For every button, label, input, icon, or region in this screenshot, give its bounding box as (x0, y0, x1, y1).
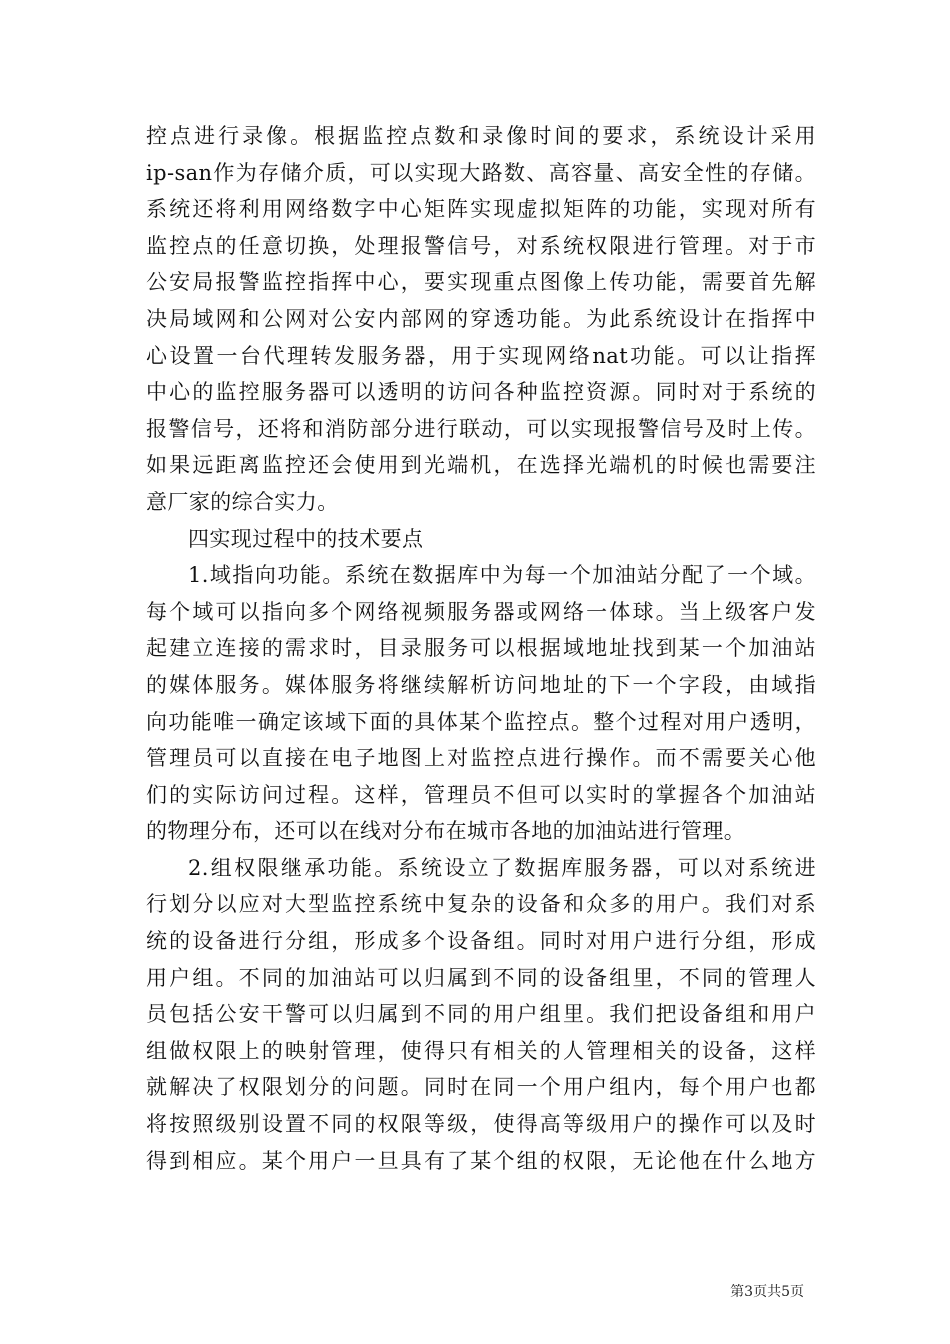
text-line: 将按照级别设置不同的权限等级，使得高等级用户的操作可以及时 (146, 1112, 816, 1137)
text-line: 2.组权限继承功能。系统设立了数据库服务器，可以对系统进 (188, 855, 816, 880)
text-line: 向功能唯一确定该域下面的具体某个监控点。整个过程对用户透明， (146, 709, 816, 734)
text-line: 公安局报警监控指挥中心，要实现重点图像上传功能，需要首先解 (146, 270, 816, 295)
paragraph-storage-design (146, 118, 816, 521)
text-line: 员包括公安干警可以归属到不同的用户组里。我们把设备组和用户 (146, 1002, 816, 1027)
section-heading (146, 521, 816, 558)
text-line: 1.域指向功能。系统在数据库中为每一个加油站分配了一个域。 (188, 563, 816, 588)
text-line: 决局域网和公网对公安内部网的穿透功能。为此系统设计在指挥中 (146, 306, 816, 331)
text-line: 们的实际访问过程。这样，管理员不但可以实时的掌握各个加油站 (146, 782, 816, 807)
text-line: 行划分以应对大型监控系统中复杂的设备和众多的用户。我们对系 (146, 892, 816, 917)
paragraph-group-permission (146, 850, 816, 1179)
text-line: 就解决了权限划分的问题。同时在同一个用户组内，每个用户也都 (146, 1075, 816, 1100)
text-line: 意厂家的综合实力。 (146, 489, 339, 514)
text-line: ip-san作为存储介质，可以实现大路数、高容量、高安全性的存储。 (146, 160, 816, 185)
document-body (146, 118, 816, 1179)
text-line: 统的设备进行分组，形成多个设备组。同时对用户进行分组，形成 (146, 929, 816, 954)
text-line: 起建立连接的需求时，目录服务可以根据域地址找到某一个加油站 (146, 636, 816, 661)
text-line: 组做权限上的映射管理，使得只有相关的人管理相关的设备，这样 (146, 1038, 816, 1063)
text-line: 如果远距离监控还会使用到光端机，在选择光端机的时候也需要注 (146, 453, 816, 478)
text-line: 心设置一台代理转发服务器，用于实现网络nat功能。可以让指挥 (146, 343, 816, 368)
text-line: 管理员可以直接在电子地图上对监控点进行操作。而不需要关心他 (146, 746, 816, 771)
heading-line: 四实现过程中的技术要点 (188, 526, 424, 551)
text-line: 系统还将利用网络数字中心矩阵实现虚拟矩阵的功能，实现对所有 (146, 197, 816, 222)
text-line: 监控点的任意切换，处理报警信号，对系统权限进行管理。对于市 (146, 233, 816, 258)
text-line: 的媒体服务。媒体服务将继续解析访问地址的下一个字段，由域指 (146, 672, 816, 697)
text-line: 每个域可以指向多个网络视频服务器或网络一体球。当上级客户发 (146, 599, 816, 624)
text-line: 得到相应。某个用户一旦具有了某个组的权限，无论他在什么地方 (146, 1148, 816, 1173)
paragraph-domain-pointing (146, 557, 816, 850)
text-line: 控点进行录像。根据监控点数和录像时间的要求，系统设计采用 (146, 124, 816, 148)
text-line: 报警信号，还将和消防部分进行联动，可以实现报警信号及时上传。 (146, 416, 816, 441)
text-line: 的物理分布，还可以在线对分布在城市各地的加油站进行管理。 (146, 819, 746, 844)
page-number: 第3页共5页 (730, 1284, 804, 1300)
text-line: 用户组。不同的加油站可以归属到不同的设备组里，不同的管理人 (146, 965, 816, 990)
text-line: 中心的监控服务器可以透明的访问各种监控资源。同时对于系统的 (146, 380, 816, 405)
